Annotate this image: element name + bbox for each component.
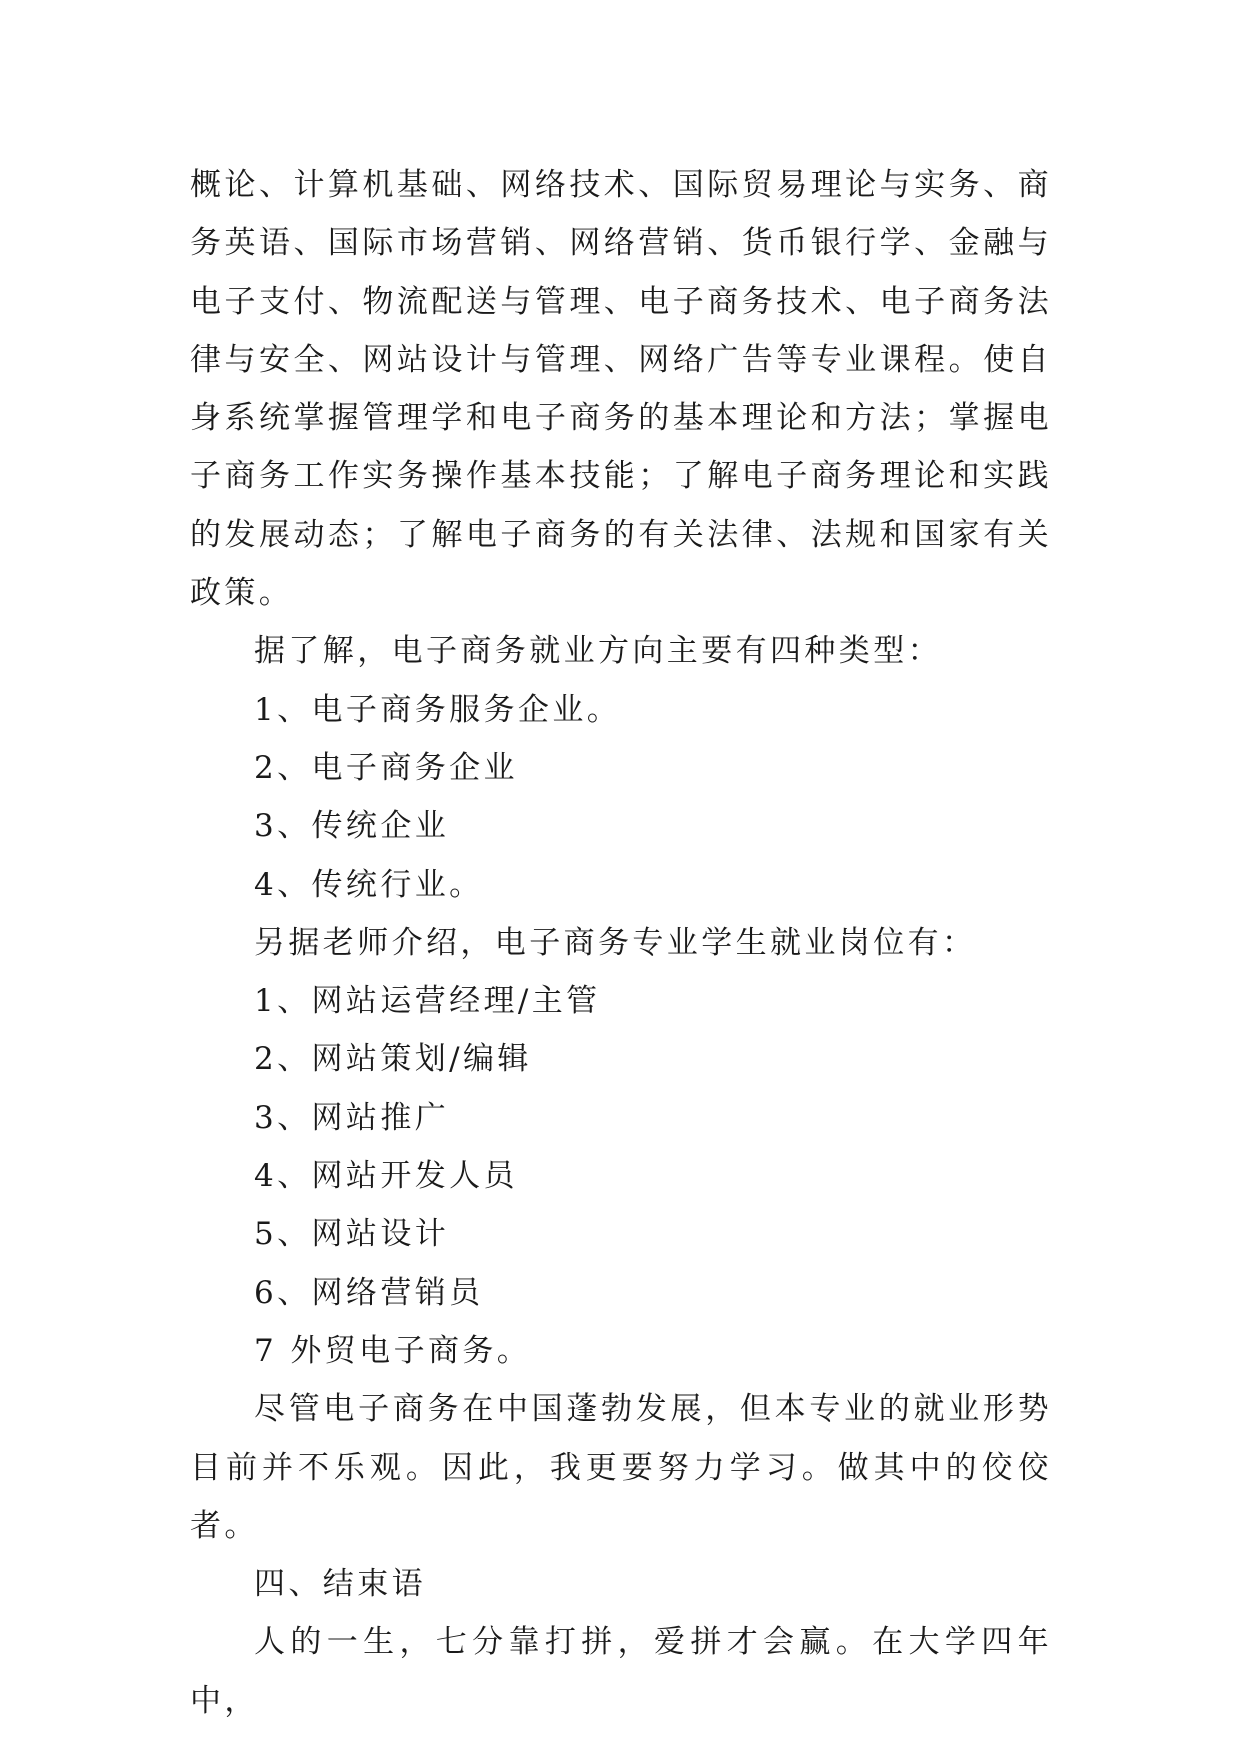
section-heading: 四、结束语 (254, 1566, 426, 1603)
list-item: 2、电子商务企业 (254, 749, 518, 786)
list-item: 4、传统行业。 (254, 866, 484, 903)
list-item: 3、传统企业 (254, 808, 450, 845)
employment-types-list (190, 681, 1052, 914)
list-item: 4、网站开发人员 (254, 1158, 518, 1195)
list-item: 5、网站设计 (254, 1216, 450, 1253)
list-item: 7 外贸电子商务。 (254, 1332, 532, 1369)
list-item: 2、网站策划/编辑 (254, 1041, 532, 1078)
employment-intro: 据了解，电子商务就业方向主要有四种类型： (254, 633, 942, 670)
list-item: 1、电子商务服务企业。 (254, 691, 622, 728)
positions-list (190, 972, 1052, 1380)
closing-paragraph: 人的一生，七分靠打拼，爱拼才会赢。在大学四年中， (190, 1624, 1052, 1719)
list-item: 6、网络营销员 (254, 1274, 484, 1311)
list-item: 1、网站运营经理/主管 (254, 983, 601, 1020)
document-body (190, 156, 1052, 1730)
courses-paragraph: 概论、计算机基础、网络技术、国际贸易理论与实务、商务英语、国际市场营销、网络营销、货币银行学、金融与电子支付、物流配送与管理、电子商务技术、电子商务法律与安全、网站设计与管理、网络广告等专业课程。使自身系统掌握管理学和电子商务的基本理论和方法；掌握电子商务工作实务操作基本技能；了解电子商务理论和实践的发展动态；了解电子商务的有关法律、法规和国家有关政策。 (190, 167, 1052, 612)
outlook-paragraph: 尽管电子商务在中国蓬勃发展，但本专业的就业形势目前并不乐观。因此，我更要努力学习。做其中的佼佼者。 (190, 1391, 1052, 1544)
positions-intro: 另据老师介绍，电子商务专业学生就业岗位有： (254, 924, 977, 961)
list-item: 3、网站推广 (254, 1099, 450, 1136)
